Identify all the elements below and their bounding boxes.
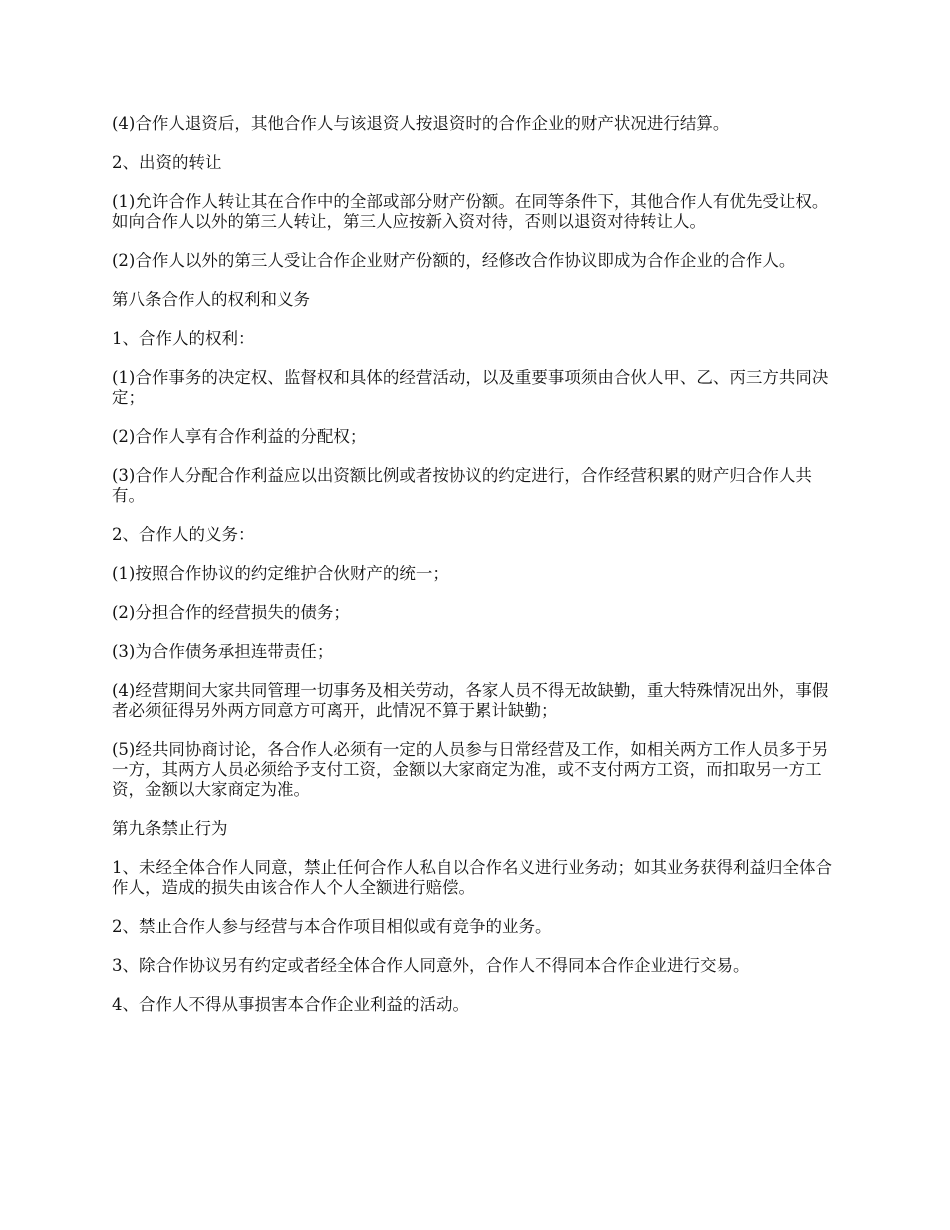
document-page (112, 114, 834, 1034)
paragraph-profit-distribution: (3)合作人分配合作利益应以出资额比例或者按协议的约定进行，合作经营积累的财产归合作人共有。 (112, 466, 812, 505)
paragraph-no-competition: 2、禁止合作人参与经营与本合作项目相似或有竞争的业务。 (112, 917, 552, 936)
paragraph-no-harm: 4、合作人不得从事损害本合作企业利益的活动。 (112, 995, 469, 1014)
heading-article-eight: 第八条合作人的权利和义务 (112, 290, 310, 309)
paragraph-decision-rights: (1)合作事务的决定权、监督权和具体的经营活动，以及重要事项须由合伙人甲、乙、丙三方共同决定； (112, 368, 829, 407)
paragraph-joint-liability: (3)为合作债务承担连带责任； (112, 642, 334, 661)
paragraph-transfer-rights: (1)允许合作人转让其在合作中的全部或部分财产份额。在同等条件下，其他合作人有优先受让权。如向合作人以外的第三人转让，第三人应按新入资对待，否则以退资对待转让人。 (112, 192, 829, 231)
paragraph-third-party-partner: (2)合作人以外的第三人受让合作企业财产份额的，经修改合作协议即成为合作企业的合作人。 (112, 251, 796, 270)
paragraph-distribution-rights: (2)合作人享有合作利益的分配权； (112, 427, 367, 446)
paragraph-share-losses: (2)分担合作的经营损失的债务； (112, 603, 350, 622)
paragraph-withdrawal-settlement: (4)合作人退资后，其他合作人与该退资人按退资时的合作企业的财产状况进行结算。 (112, 114, 730, 133)
paragraph-maintain-property: (1)按照合作协议的约定维护合伙财产的统一； (112, 564, 449, 583)
paragraph-no-private-business: 1、未经全体合作人同意，禁止任何合作人私自以合作名义进行业务动；如其业务获得利益归全体合作人，造成的损失由该合作人个人全额进行赔偿。 (112, 858, 832, 897)
heading-capital-transfer: 2、出资的转让 (112, 153, 222, 172)
paragraph-joint-management: (4)经营期间大家共同管理一切事务及相关劳动，各家人员不得无故缺勤，重大特殊情况出外，事假者必须征得另外两方同意方可离开，此情况不算于累计缺勤； (112, 681, 829, 720)
paragraph-no-self-dealing: 3、除合作协议另有约定或者经全体合作人同意外，合作人不得同本合作企业进行交易。 (112, 956, 750, 975)
paragraph-staffing-wages: (5)经共同协商讨论，各合作人必须有一定的人员参与日常经营及工作，如相关两方工作人员多于另一方，其两方人员必须给予支付工资，金额以大家商定为准，或不支付两方工资，而扣取另一方工资，金额以大家商定为准。 (112, 740, 829, 799)
heading-partner-rights: 1、合作人的权利： (112, 329, 255, 348)
heading-article-nine: 第九条禁止行为 (112, 819, 228, 838)
heading-partner-obligations: 2、合作人的义务： (112, 525, 255, 544)
